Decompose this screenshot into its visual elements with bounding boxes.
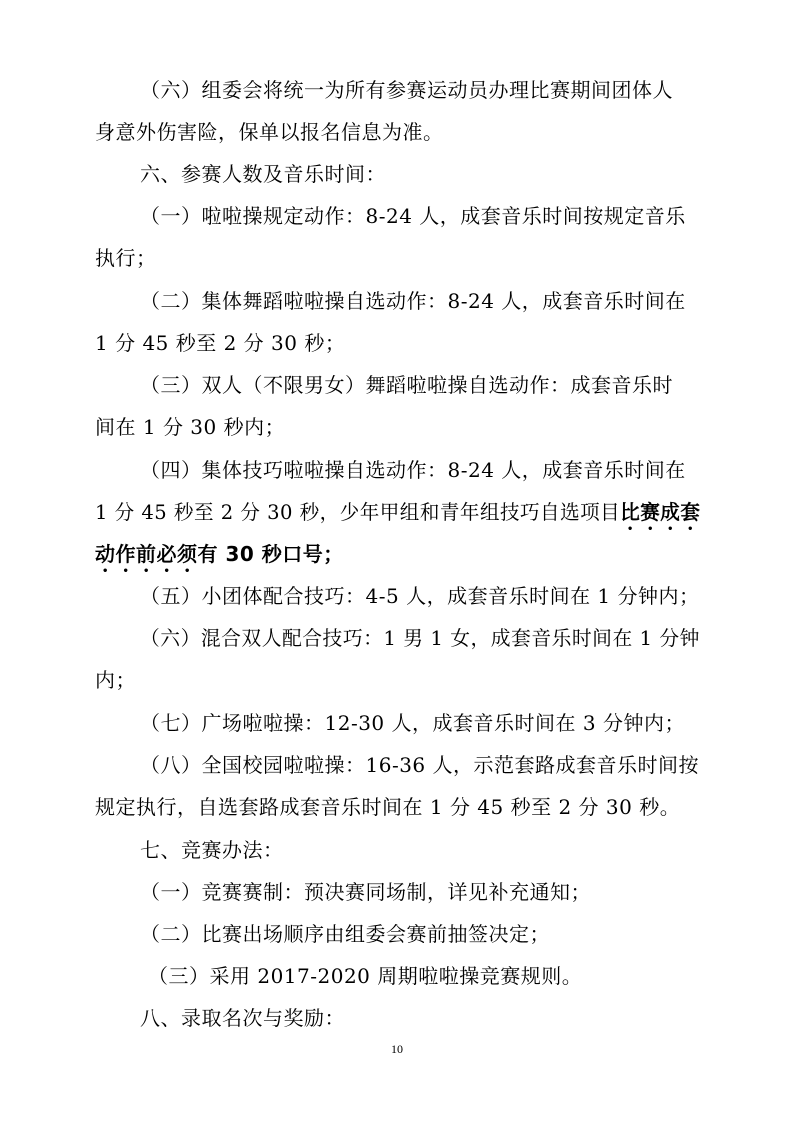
paragraph-line: 身意外伤害险，保单以报名信息为准。 bbox=[95, 120, 444, 144]
section-heading: 七、竞赛办法： bbox=[140, 838, 284, 862]
paragraph-line: 间在 1 分 30 秒内； bbox=[95, 415, 286, 439]
paragraph-line: （一）啦啦操规定动作：8-24 人，成套音乐时间按规定音乐 bbox=[140, 204, 686, 228]
paragraph-line: 执行； bbox=[95, 246, 157, 270]
paragraph-line: （八）全国校园啦啦操：16-36 人，示范套路成套音乐时间按 bbox=[140, 753, 700, 777]
paragraph-line: （四）集体技巧啦啦操自选动作：8-24 人，成套音乐时间在 bbox=[140, 458, 686, 482]
bold-text: 有 30 秒口号； bbox=[197, 542, 344, 566]
paragraph-line: 1 分 45 秒至 2 分 30 秒； bbox=[95, 331, 346, 355]
emphasized-text: 比赛成套 bbox=[620, 500, 701, 524]
paragraph-line bbox=[95, 542, 344, 577]
paragraph-line: （二）集体舞蹈啦啦操自选动作：8-24 人，成套音乐时间在 bbox=[140, 289, 686, 313]
paragraph-line bbox=[95, 500, 700, 535]
page-number: 10 bbox=[391, 1042, 403, 1056]
emphasized-text: 动作前必须 bbox=[95, 542, 198, 566]
paragraph-line: （六）混合双人配合技巧：1 男 1 女，成套音乐时间在 1 分钟 bbox=[140, 626, 700, 650]
paragraph-line: （七）广场啦啦操：12-30 人，成套音乐时间在 3 分钟内； bbox=[140, 711, 685, 735]
line-text: 1 分 45 秒至 2 分 30 秒，少年甲组和青年组技巧自选项目 bbox=[95, 500, 621, 524]
section-heading: 八、录取名次与奖励： bbox=[140, 1006, 345, 1030]
paragraph-line: （六）组委会将统一为所有参赛运动员办理比赛期间团体人 bbox=[140, 78, 673, 102]
paragraph-line: （五）小团体配合技巧：4-5 人，成套音乐时间在 1 分钟内； bbox=[140, 584, 700, 608]
paragraph-line: 规定执行，自选套路成套音乐时间在 1 分 45 秒至 2 分 30 秒。 bbox=[95, 795, 681, 819]
paragraph-line: （一）竞赛赛制：预决赛同场制，详见补充通知； bbox=[140, 880, 591, 904]
paragraph-line: 内； bbox=[95, 668, 136, 692]
paragraph-line: （三）采用 2017-2020 周期啦啦操竞赛规则。 bbox=[148, 964, 583, 988]
section-heading: 六、参赛人数及音乐时间： bbox=[140, 162, 386, 186]
paragraph-line: （二）比赛出场顺序由组委会赛前抽签决定； bbox=[140, 922, 550, 946]
paragraph-line: （三）双人（不限男女）舞蹈啦啦操自选动作：成套音乐时 bbox=[140, 373, 673, 397]
